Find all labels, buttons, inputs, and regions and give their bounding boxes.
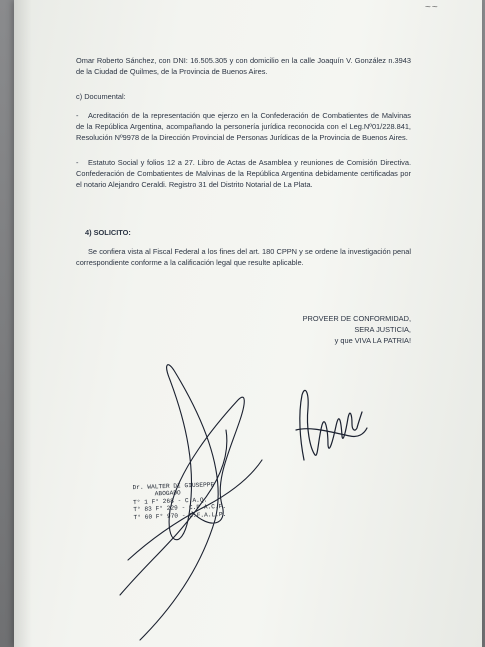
request-paragraph: Se confiera vista al Fiscal Federal a los fines del art. 180 CPPN y se ordene la investigación penal correspondiente conforme a la calificación legal que resulte aplicable.	[76, 247, 411, 267]
item-1-bullet: -	[76, 111, 79, 120]
item-1-paragraph: Acreditación de la representación que ejerzo en la Confederación de Combatientes de Malvinas de la República Argentina, acompañando la personería jurídica reconocida con el Leg.Nº01/228.841, Resolución Nº9978 de la Dirección Provincial de Personas Jurídicas de la Provincia de Buenos Aires.	[76, 111, 411, 142]
item-2-paragraph: Estatuto Social y folios 12 a 27. Libro de Actas de Asamblea y reuniones de Comisión Directiva. Confederación de Combatientes de Malvinas de la República Argentina debidamente certificadas por el notario Alejandro Ceraldi. Registro 31 del Distrito Notarial de La Plata.	[76, 158, 411, 189]
corner-mark: ~~	[425, 2, 439, 13]
stamp-line-3: T° 1 F° 268 - C.A.Q.	[132, 496, 208, 506]
stamp-line-5: T° 60 F° 970 - C.F.A.L.P.	[133, 510, 227, 521]
section-documental-heading: c) Documental:	[76, 92, 126, 101]
closing-block	[246, 313, 411, 346]
paper-shadow	[14, 0, 32, 647]
stamp-line-4: T° 83 F° 229 - C.P.A.C.F.	[133, 503, 227, 514]
stamp-line-1: Dr. WALTER DI GIUSEPPE	[132, 481, 215, 492]
stamp-line-2: ABOGADO	[154, 489, 181, 498]
lawyer-stamp	[132, 480, 253, 521]
item-2-bullet: -	[76, 158, 79, 167]
identity-paragraph: Omar Roberto Sánchez, con DNI: 16.505.305 y con domicilio en la calle Joaquín V. González n.3943 de la Ciudad de Quilmes, de la Provincia de Buenos Aires.	[76, 56, 411, 76]
closing-line-2: SERA JUSTICIA,	[354, 325, 411, 334]
closing-line-3: y que VIVA LA PATRIA!	[334, 336, 411, 345]
closing-line-1: PROVEER DE CONFORMIDAD,	[302, 314, 411, 323]
section-solicito-heading: 4) SOLICITO:	[85, 228, 131, 237]
